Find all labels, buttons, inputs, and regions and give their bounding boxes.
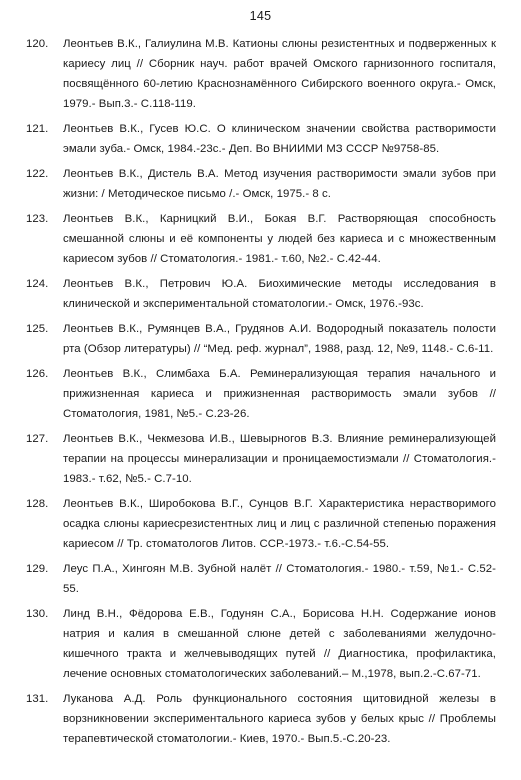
reference-number: 130. <box>26 608 49 620</box>
reference-number: 128. <box>26 498 49 510</box>
reference-number: 129. <box>26 563 49 575</box>
reference-text: Леонтьев В.К., Чекмезова И.В., Шевырногов В.З. Влияние реминерализующей терапии на процессы минерализации и проницаемостиэмали // Стоматология.- 1983.- т.62, №5.- С.7-10. <box>63 433 496 485</box>
reference-item <box>26 604 496 684</box>
reference-number: 126. <box>26 368 49 380</box>
reference-item <box>26 559 496 599</box>
reference-item <box>26 119 496 159</box>
reference-item <box>26 429 496 489</box>
reference-item <box>26 689 496 749</box>
reference-number: 131. <box>26 693 49 705</box>
reference-item <box>26 34 496 114</box>
reference-item <box>26 494 496 554</box>
reference-text: Линд В.Н., Фёдорова Е.В., Годунян С.А., Борисова Н.Н. Содержание ионов натрия и калия в смешанной слюне детей с заболеваниями желудочно-кишечного тракта и желчевыводящих путей // Диагностика, профилактика, лечение основных стоматологических заболеваний.– М.,1978, вып.2.-С.67-71. <box>63 608 496 680</box>
reference-text: Леус П.А., Хингоян М.В. Зубной налёт // Стоматология.- 1980.- т.59, №1.- С.52-55. <box>63 563 496 595</box>
reference-text: Леонтьев В.К., Румянцев В.А., Грудянов А.И. Водородный показатель полости рта (Обзор литературы) // “Мед. реф. журнал”, 1988, разд. 12, №9, 1148.- С.6-11. <box>63 323 496 355</box>
reference-item <box>26 319 496 359</box>
reference-list <box>26 34 496 754</box>
reference-text: Леонтьев В.К., Широбокова В.Г., Сунцов В.Г. Характеристика нерастворимого осадка слюны кариесрезистентных лиц и лиц с различной степенью поражения кариесом // Тр. стоматологов Литов. ССР.-1973.- т.6.-С.54-55. <box>63 498 496 550</box>
reference-number: 127. <box>26 433 49 445</box>
reference-number: 120. <box>26 38 49 50</box>
reference-text: Луканова А.Д. Роль функционального состояния щитовидной железы в ворзникновении экспериментального кариеса зубов у белых крыс // Проблемы терапевтической стоматологии.- Киев, 1970.- Вып.5.-С.20-23. <box>63 693 496 745</box>
reference-text: Леонтьев В.К., Петрович Ю.А. Биохимические методы исследования в клинической и экспериментальной стоматологии.- Омск, 1976.-93с. <box>63 278 496 310</box>
reference-text: Леонтьев В.К., Гусев Ю.С. О клиническом значении свойства растворимости эмали зуба.- Омск, 1984.-23с.- Деп. Во ВНИИМИ МЗ СССР №9758-85. <box>63 123 496 155</box>
reference-item <box>26 274 496 314</box>
page-number: 145 <box>249 9 272 23</box>
reference-number: 123. <box>26 213 49 225</box>
reference-item <box>26 164 496 204</box>
reference-number: 122. <box>26 168 49 180</box>
reference-item <box>26 209 496 269</box>
reference-text: Леонтьев В.К., Галиулина М.В. Катионы слюны резистентных и подверженных к кариесу лиц // Сборник науч. работ врачей Омского гарнизонного госпиталя, посвящённого 60-летию Краснознамённого Сибирского военного округа.- Омск, 1979.- Вып.3.- С.118-119. <box>63 38 496 110</box>
reference-number: 124. <box>26 278 49 290</box>
reference-item <box>26 364 496 424</box>
reference-number: 125. <box>26 323 49 335</box>
reference-number: 121. <box>26 123 49 135</box>
reference-text: Леонтьев В.К., Карницкий В.И., Бокая В.Г. Растворяющая способность смешанной слюны и её компоненты у людей без кариеса и с множественным кариесом зубов // Стоматология.- 1981.- т.60, №2.- С.42-44. <box>63 213 496 265</box>
reference-text: Леонтьев В.К., Дистель В.А. Метод изучения растворимости эмали зубов при жизни: / Методическое письмо /.- Омск, 1975.- 8 с. <box>63 168 496 200</box>
reference-text: Леонтьев В.К., Слимбаха Б.А. Реминерализующая терапия начального и прижизненная кариеса и прижизненная растворимость эмали зубов // Стоматология, 1981, №5.- С.23-26. <box>63 368 496 420</box>
